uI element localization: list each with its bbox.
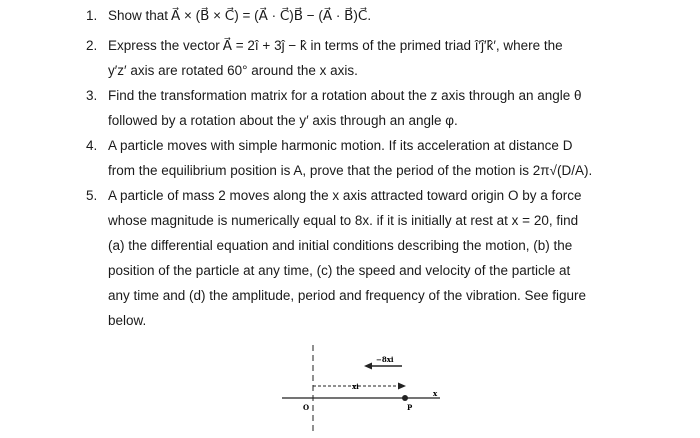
problem-text-line: any time and (d) the amplitude, period and frequency of the vibration. See figure [108, 288, 587, 303]
problem-number: 2. [86, 38, 98, 53]
particle-point [402, 395, 408, 401]
problem-text-line: y′z′ axis are rotated 60° around the x axis. [108, 63, 358, 78]
force-label: −8xi [376, 355, 394, 364]
problem-text-line: Find the transformation matrix for a rotation about the z axis through an angle θ [108, 88, 582, 103]
problem-text-line: below. [108, 313, 147, 328]
problem-text-line: from the equilibrium position is A, prove that the period of the motion is 2π√(D/A). [108, 163, 593, 178]
problem-number: 3. [86, 88, 98, 103]
problem-text-line: Show that A⃗ × (B⃗ × C⃗) = (A⃗ · C⃗)B⃗ − (A⃗ · B⃗)C⃗. [108, 8, 372, 23]
problem-text-line: Express the vector A⃗ = 2î + 3ĵ − k̂ in terms of the primed triad î′ĵ′k̂′, where the [108, 38, 563, 53]
position-arrowhead [398, 383, 406, 390]
position-label: xi [352, 382, 359, 391]
problem-text-line: whose magnitude is numerically equal to 8x. if it is initially at rest at x = 20, find [108, 213, 579, 228]
problem-number: 5. [86, 188, 98, 203]
problem-number: 1. [86, 8, 98, 23]
particle-label: P [407, 403, 413, 412]
force-arrowhead [364, 363, 372, 370]
problem-text-line: position of the particle at any time, (c) the speed and velocity of the particle at [108, 263, 571, 278]
x-axis-label: x [433, 389, 438, 398]
problem-text-line: (a) the differential equation and initial conditions describing the motion, (b) the [108, 238, 573, 253]
problem-number: 4. [86, 138, 98, 153]
problem-text-line: A particle of mass 2 moves along the x axis attracted toward origin O by a force [108, 188, 582, 203]
origin-label: O [303, 403, 310, 412]
problem-text-line: A particle moves with simple harmonic motion. If its acceleration at distance D [108, 138, 573, 153]
problem-text-line: followed by a rotation about the y′ axis through an angle φ. [108, 113, 458, 128]
